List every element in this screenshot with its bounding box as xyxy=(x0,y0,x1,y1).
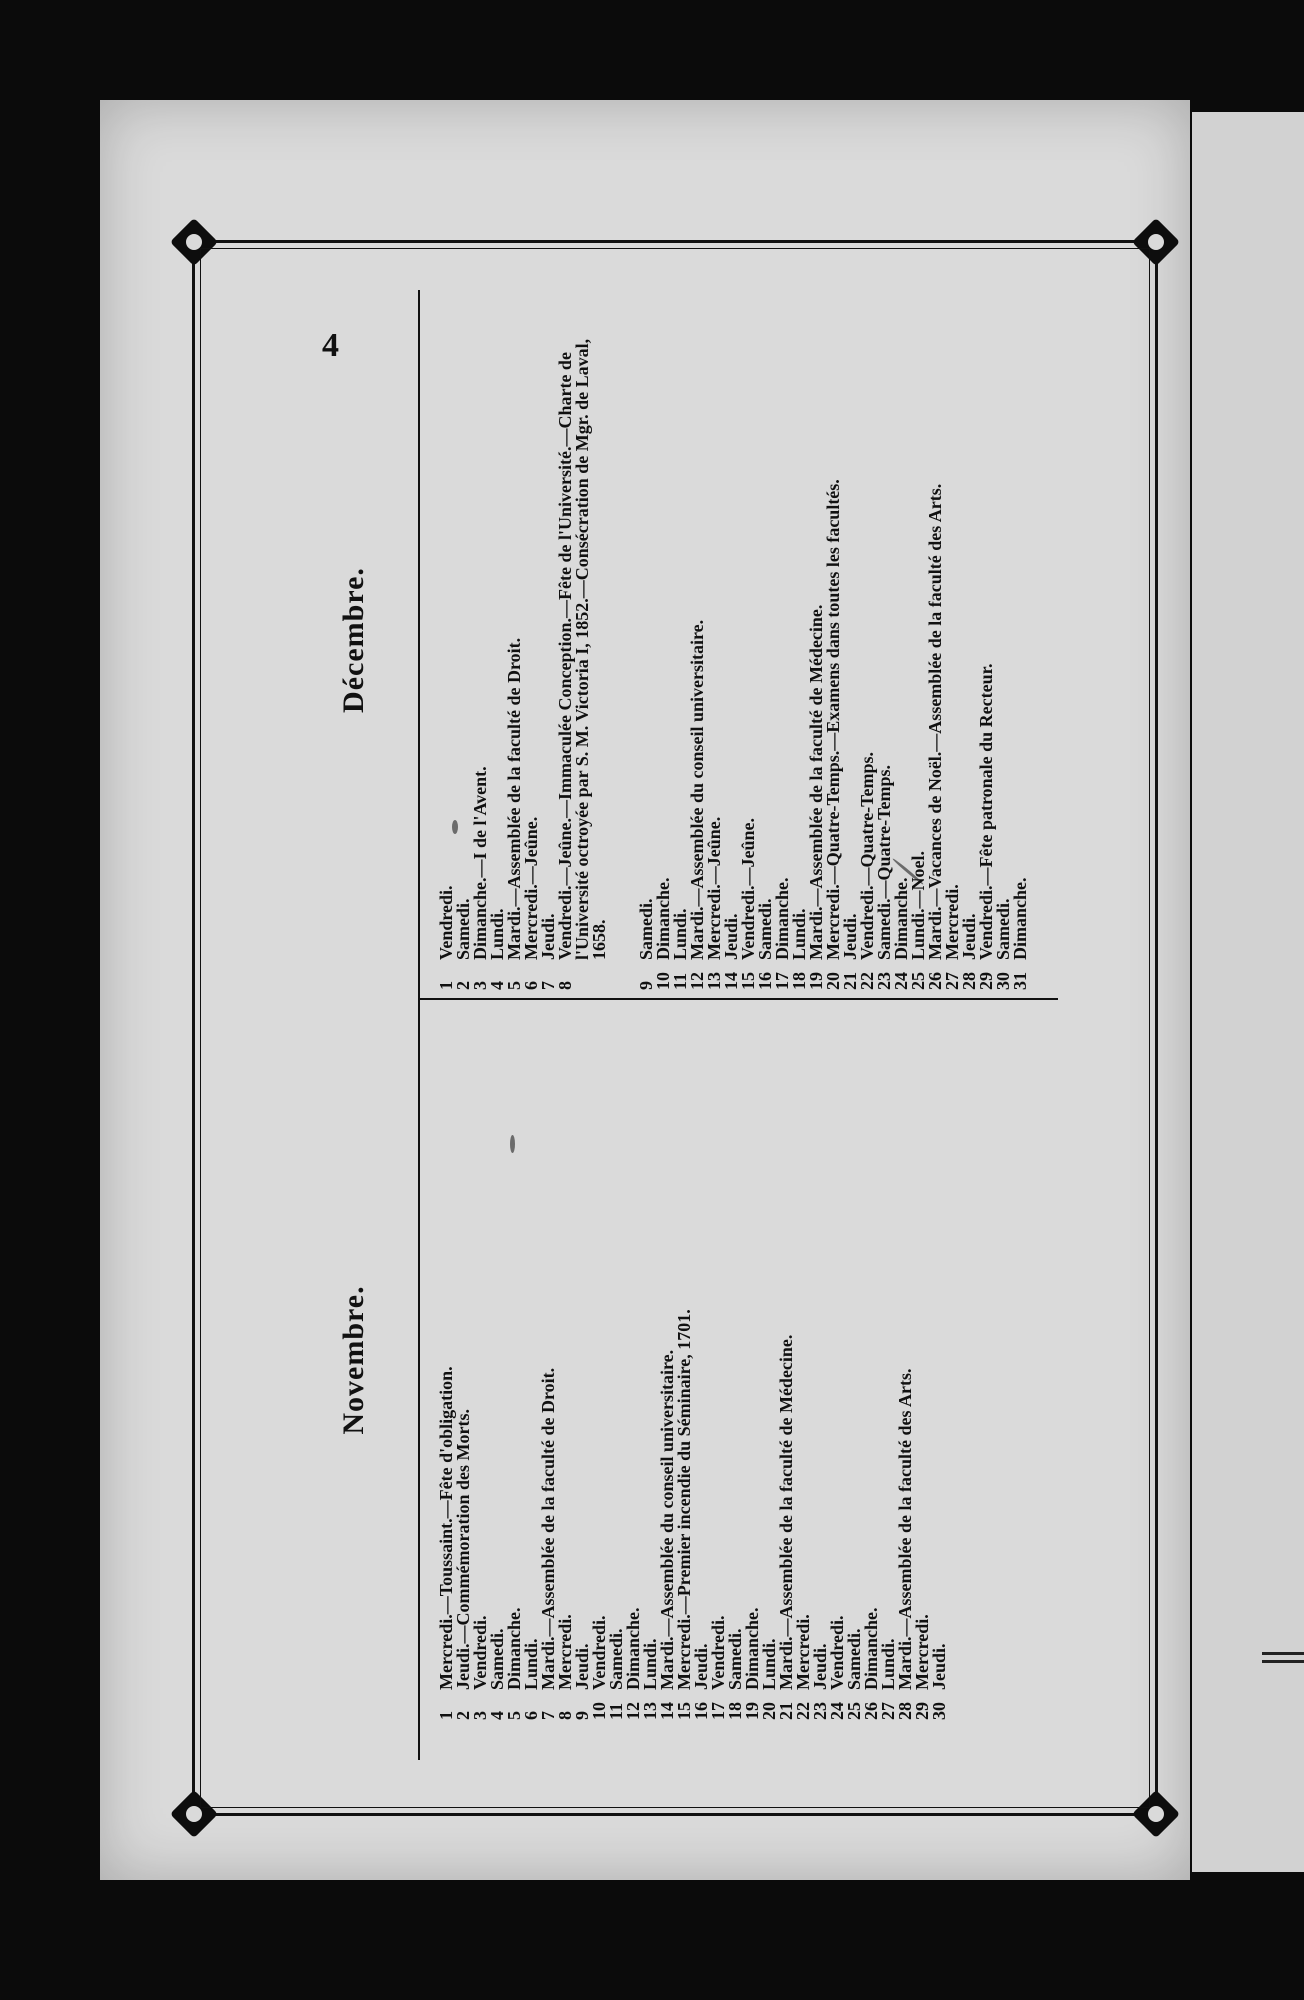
calendar-day-row xyxy=(540,1000,557,1720)
day-text: Samedi. xyxy=(993,898,1013,960)
day-text: Jeudi. xyxy=(840,913,860,960)
december-entries xyxy=(438,290,1029,990)
calendar-day-row xyxy=(812,1000,829,1720)
day-number: 9 xyxy=(636,981,656,990)
adjacent-page-edge xyxy=(1192,112,1304,1872)
day-text: Mardi.—Assemblée du conseil universitaire. xyxy=(687,619,707,960)
day-number: 16 xyxy=(691,1702,711,1720)
day-number: 13 xyxy=(640,1702,660,1720)
day-number: 31 xyxy=(1010,972,1030,990)
calendar-day-row xyxy=(523,290,540,990)
calendar-day-row xyxy=(557,1000,574,1720)
day-number: 12 xyxy=(623,1702,643,1720)
day-number: 15 xyxy=(674,1702,694,1720)
calendar-day-row xyxy=(455,1000,472,1720)
day-text: Lundi. xyxy=(521,1638,541,1690)
day-number: 1 xyxy=(436,1711,456,1720)
day-number: 17 xyxy=(708,1702,728,1720)
day-text: Mardi.—Assemblée de la faculté de Droit. xyxy=(504,637,524,960)
day-text: Samedi.—Quatre-Temps. xyxy=(874,764,894,960)
day-number: 28 xyxy=(959,972,979,990)
day-text: Mercredi. xyxy=(912,1614,932,1690)
day-text: Vendredi.—Jeûne. xyxy=(738,817,758,960)
corner-ornament-icon xyxy=(1132,218,1180,266)
day-number: 27 xyxy=(878,1702,898,1720)
day-text: Mercredi.—Jeûne. xyxy=(704,816,724,960)
day-number: 30 xyxy=(929,1702,949,1720)
day-text: Mardi.—Assemblée de la faculté des Arts. xyxy=(895,1368,915,1690)
day-number: 21 xyxy=(840,972,860,990)
day-number: 3 xyxy=(470,981,490,990)
day-text: Mercredi. xyxy=(793,1614,813,1690)
december-title: Décembre. xyxy=(337,567,370,713)
calendar-day-row xyxy=(978,290,995,990)
day-text: Dimanche. xyxy=(653,877,673,960)
adjacent-page-border xyxy=(1262,1660,1304,1663)
day-text: Samedi. xyxy=(487,1628,507,1690)
day-text: Vendredi. xyxy=(436,885,456,960)
day-text: Samedi. xyxy=(844,1628,864,1690)
calendar-day-row xyxy=(795,1000,812,1720)
calendar-day-row xyxy=(914,1000,931,1720)
calendar-page xyxy=(100,100,1190,1880)
day-text: Lundi. xyxy=(759,1638,779,1690)
day-number: 29 xyxy=(976,972,996,990)
day-text: Mercredi.—Jeûne. xyxy=(521,816,541,960)
corner-ornament-icon xyxy=(170,1790,218,1838)
day-text: Vendredi. xyxy=(827,1615,847,1690)
day-number: 10 xyxy=(589,1702,609,1720)
day-number: 4 xyxy=(487,981,507,990)
adjacent-page-border xyxy=(1262,1652,1304,1655)
day-text: Jeudi. xyxy=(929,1643,949,1690)
day-number: 26 xyxy=(925,972,945,990)
day-text: Vendredi.—Jeûne.—Immaculée Conception.—Fête de l'Université.—Charte de l'Université octroyée par S. M. Victoria I, 1852.—Consécration de Mgr. de Laval, 1658. xyxy=(555,338,609,960)
calendar-day-row xyxy=(693,1000,710,1720)
calendar-day-row xyxy=(472,290,489,990)
day-number: 11 xyxy=(606,1702,626,1720)
calendar-day-row xyxy=(944,290,961,990)
calendar-day-row xyxy=(557,290,608,990)
day-text: Lundi. xyxy=(878,1638,898,1690)
day-number: 6 xyxy=(521,1711,541,1720)
november-title: Novembre. xyxy=(337,1285,370,1435)
day-text: Samedi. xyxy=(755,898,775,960)
day-text: Mercredi.—Toussaint.—Fête d'obligation. xyxy=(436,1366,456,1690)
day-number: 5 xyxy=(504,1711,524,1720)
day-number: 19 xyxy=(742,1702,762,1720)
day-text: Dimanche. xyxy=(742,1607,762,1690)
day-number: 19 xyxy=(806,972,826,990)
day-number: 12 xyxy=(687,972,707,990)
day-number: 23 xyxy=(874,972,894,990)
day-number: 23 xyxy=(810,1702,830,1720)
day-number: 20 xyxy=(759,1702,779,1720)
day-number: 8 xyxy=(555,981,575,990)
day-text: Mardi.—Assemblée de la faculté de Médecine. xyxy=(806,604,826,960)
day-text: Jeudi. xyxy=(810,1643,830,1690)
day-text: Mercredi.—Quatre-Temps.—Examens dans toutes les facultés. xyxy=(823,479,843,960)
day-text: Mardi.—Vacances de Noël.—Assemblée de la faculté des Arts. xyxy=(925,483,945,960)
day-number: 2 xyxy=(453,981,473,990)
calendar-day-row xyxy=(829,1000,846,1720)
calendar-day-row xyxy=(438,290,455,990)
day-text: Lundi. xyxy=(487,908,507,960)
rotated-calendar-content xyxy=(290,290,1130,1760)
day-text: Lundi. xyxy=(789,908,809,960)
day-number: 13 xyxy=(704,972,724,990)
day-text: Lundi. xyxy=(640,1638,660,1690)
december-column xyxy=(290,290,1110,990)
day-text: Vendredi. xyxy=(470,1615,490,1690)
corner-ornament-icon xyxy=(170,218,218,266)
page-number: 4 xyxy=(322,327,339,364)
day-number: 25 xyxy=(908,972,928,990)
calendar-day-row xyxy=(472,1000,489,1720)
day-text: Dimanche. xyxy=(861,1607,881,1690)
day-number: 10 xyxy=(653,972,673,990)
day-number: 8 xyxy=(555,1711,575,1720)
day-number: 16 xyxy=(755,972,775,990)
day-text: Jeudi. xyxy=(538,913,558,960)
day-number: 21 xyxy=(776,1702,796,1720)
day-number: 26 xyxy=(861,1702,881,1720)
day-number: 1 xyxy=(436,981,456,990)
day-number: 28 xyxy=(895,1702,915,1720)
day-text: Dimanche. xyxy=(891,877,911,960)
calendar-day-row xyxy=(825,290,842,990)
calendar-day-row xyxy=(625,1000,642,1720)
calendar-day-row xyxy=(655,290,672,990)
calendar-day-row xyxy=(1012,290,1029,990)
day-number: 7 xyxy=(538,981,558,990)
day-text: Dimanche. xyxy=(504,1607,524,1690)
day-number: 11 xyxy=(670,972,690,990)
day-number: 30 xyxy=(993,972,1013,990)
november-entries xyxy=(438,1000,948,1720)
calendar-day-row xyxy=(863,1000,880,1720)
day-text: Jeudi. xyxy=(691,1643,711,1690)
day-text: Jeudi. xyxy=(721,913,741,960)
day-text: Samedi. xyxy=(606,1628,626,1690)
calendar-day-row xyxy=(591,1000,608,1720)
day-text: Vendredi.—Quatre-Temps. xyxy=(857,751,877,960)
day-number: 27 xyxy=(942,972,962,990)
day-text: Lundi. xyxy=(670,908,690,960)
day-text: Samedi. xyxy=(725,1628,745,1690)
day-number: 14 xyxy=(657,1702,677,1720)
day-number: 5 xyxy=(504,981,524,990)
day-number: 2 xyxy=(453,1711,473,1720)
day-number: 29 xyxy=(912,1702,932,1720)
day-number: 6 xyxy=(521,981,541,990)
calendar-day-row xyxy=(897,1000,914,1720)
november-column xyxy=(290,1000,1110,1720)
day-text: Dimanche.—I de l'Avent. xyxy=(470,766,490,960)
day-text: Jeudi. xyxy=(572,1643,592,1690)
day-number: 18 xyxy=(725,1702,745,1720)
day-text: Dimanche. xyxy=(623,1607,643,1690)
day-text: Samedi. xyxy=(636,898,656,960)
day-number: 15 xyxy=(738,972,758,990)
calendar-day-row xyxy=(931,1000,948,1720)
calendar-day-row xyxy=(778,1000,795,1720)
day-text: Vendredi.—Fête patronale du Recteur. xyxy=(976,663,996,960)
day-text: Dimanche. xyxy=(772,877,792,960)
calendar-day-row xyxy=(774,290,791,990)
day-text: Mardi.—Assemblée de la faculté de Médecine. xyxy=(776,1334,796,1690)
day-number: 22 xyxy=(793,1702,813,1720)
day-text: Jeudi.—Commémoration des Morts. xyxy=(453,1409,473,1690)
day-text: Mardi.—Assemblée de la faculté de Droit. xyxy=(538,1367,558,1690)
calendar-day-row xyxy=(574,1000,591,1720)
day-text: Vendredi. xyxy=(708,1615,728,1690)
day-number: 18 xyxy=(789,972,809,990)
day-text: Jeudi. xyxy=(959,913,979,960)
day-number: 17 xyxy=(772,972,792,990)
day-number: 24 xyxy=(827,1702,847,1720)
day-number: 14 xyxy=(721,972,741,990)
day-number: 24 xyxy=(891,972,911,990)
calendar-day-row xyxy=(740,290,757,990)
corner-ornament-icon xyxy=(1132,1790,1180,1838)
row-spacer xyxy=(608,290,638,990)
calendar-day-row xyxy=(744,1000,761,1720)
day-text: Dimanche. xyxy=(1010,877,1030,960)
day-number: 25 xyxy=(844,1702,864,1720)
day-number: 22 xyxy=(857,972,877,990)
day-number: 9 xyxy=(572,1711,592,1720)
day-number: 7 xyxy=(538,1711,558,1720)
calendar-day-row xyxy=(710,1000,727,1720)
day-text: Samedi. xyxy=(453,898,473,960)
day-text: Vendredi. xyxy=(589,1615,609,1690)
calendar-day-row xyxy=(706,290,723,990)
day-text: Mercredi. xyxy=(942,884,962,960)
day-number: 20 xyxy=(823,972,843,990)
day-text: Mardi.—Assemblée du conseil universitaire. xyxy=(657,1349,677,1690)
day-number: 3 xyxy=(470,1711,490,1720)
day-number: 4 xyxy=(487,1711,507,1720)
day-text: Mercredi.—Premier incendie du Séminaire, 1701. xyxy=(674,1309,694,1690)
calendar-day-row xyxy=(506,1000,523,1720)
calendar-day-row xyxy=(676,1000,693,1720)
day-text: Mercredi. xyxy=(555,1614,575,1690)
day-text: Lundi.—Noel. xyxy=(908,850,928,960)
